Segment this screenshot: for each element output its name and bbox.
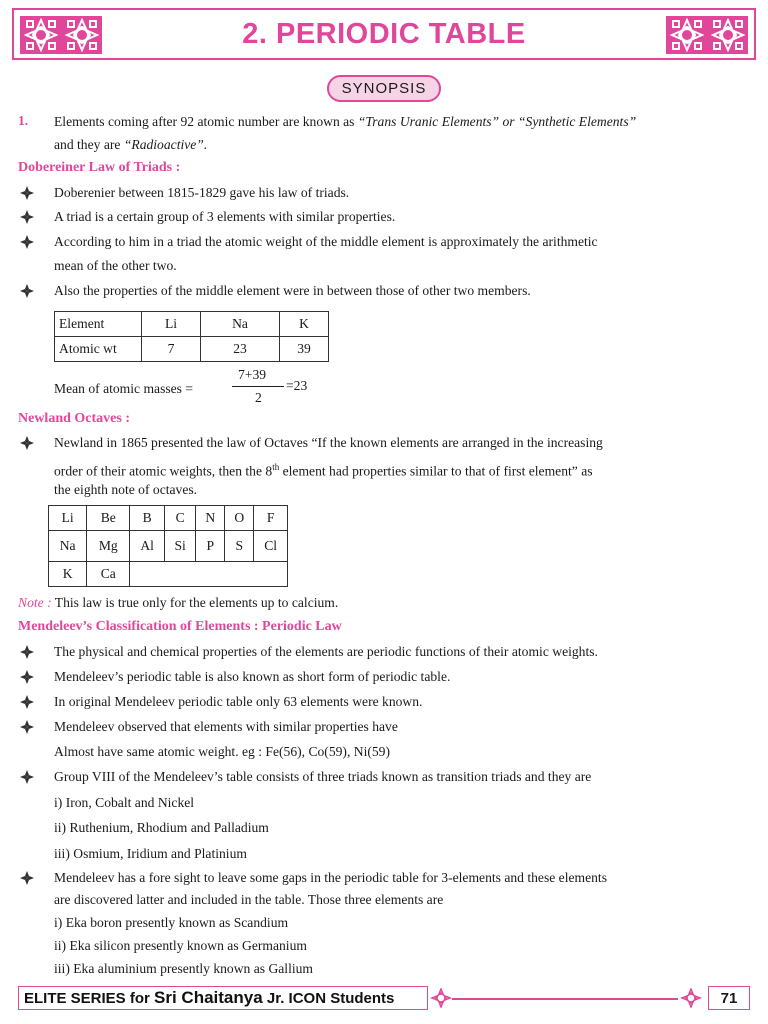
floral-ornament-icon: [680, 988, 702, 1008]
section-heading-mendeleev: Mendeleev’s Classification of Elements : Periodic Law: [18, 619, 342, 634]
bullet-icon: [20, 720, 34, 734]
bullet-icon: [20, 436, 34, 450]
footer-divider: [452, 998, 678, 1000]
header-ornament-right: [666, 16, 748, 54]
synopsis-badge: SYNOPSIS: [327, 75, 441, 102]
bullet-icon: [20, 871, 34, 885]
mendeleev-point: Mendeleev has a fore sight to leave some gaps in the periodic table for 3-elements and these elements: [54, 870, 607, 885]
mendeleev-point-cont: are discovered latter and included in the table. Those three elements are: [54, 892, 444, 907]
table-row: [49, 562, 288, 587]
sub-item: ii) Eka silicon presently known as Germanium: [54, 938, 307, 953]
mendeleev-point: The physical and chemical properties of the elements are periodic functions of their atomic weights.: [54, 644, 598, 659]
point-number: 1.: [18, 113, 29, 128]
bullet-icon: [20, 186, 34, 200]
table-cell: Element: [55, 312, 142, 337]
page-title: 2. PERIODIC TABLE: [242, 17, 526, 50]
footer-prefix: ELITE SERIES for: [24, 990, 155, 1007]
intro-text: and they are: [54, 137, 124, 152]
dobereiner-point: Also the properties of the middle element were in between those of other two members.: [54, 283, 531, 298]
table-cell: N: [196, 506, 225, 531]
table-cell: S: [225, 531, 254, 562]
sub-item: ii) Ruthenium, Rhodium and Palladium: [54, 820, 269, 835]
table-cell-empty: [130, 562, 288, 587]
floral-ornament-icon: [430, 988, 452, 1008]
newland-point-cont: the eighth note of octaves.: [54, 482, 198, 497]
sub-item: iii) Osmium, Iridium and Platinium: [54, 846, 247, 861]
table-row: [55, 337, 329, 362]
note-text: This law is true only for the elements up to calcium.: [51, 595, 339, 610]
mendeleev-point: Mendeleev observed that elements with similar properties have: [54, 719, 398, 734]
table-cell: Cl: [254, 531, 288, 562]
dobereiner-point-cont: mean of the other two.: [54, 258, 177, 273]
table-cell: F: [254, 506, 288, 531]
footer-suffix: Jr. ICON Students: [262, 990, 395, 1007]
triad-table: [54, 311, 329, 362]
mean-denominator: 2: [255, 390, 262, 405]
newland-point-cont: [54, 458, 593, 481]
bullet-icon: [20, 670, 34, 684]
table-cell: 23: [201, 337, 280, 362]
intro-text: Elements coming after 92 atomic number are known as: [54, 114, 358, 129]
mean-label: Mean of atomic masses =: [54, 381, 194, 396]
mean-numerator: 7+39: [238, 367, 267, 382]
intro-italic: “Radioactive”.: [123, 137, 208, 152]
footer-brand: Sri Chaitanya: [154, 988, 263, 1007]
table-cell: Atomic wt: [55, 337, 142, 362]
intro-line-1: [54, 113, 636, 131]
mean-result: =23: [286, 378, 308, 393]
mendeleev-point-cont: Almost have same atomic weight. eg : Fe(56), Co(59), Ni(59): [54, 744, 390, 759]
table-cell: C: [165, 506, 196, 531]
intro-line-2: [54, 136, 207, 154]
dobereiner-point: Doberenier between 1815-1829 gave his law of triads.: [54, 185, 350, 200]
table-cell: Li: [49, 506, 87, 531]
page-header: [12, 8, 756, 60]
superscript: th: [272, 462, 280, 472]
table-cell: Na: [201, 312, 280, 337]
sub-item: iii) Eka aluminium presently known as Gallium: [54, 961, 313, 976]
table-row: [55, 312, 329, 337]
table-cell: Ca: [87, 562, 130, 587]
note-label: Note :: [18, 595, 52, 610]
bullet-icon: [20, 235, 34, 249]
table-cell: K: [49, 562, 87, 587]
mendeleev-point: In original Mendeleev periodic table only 63 elements were known.: [54, 694, 423, 709]
newland-text: element had properties similar to that of first element” as: [279, 463, 593, 479]
fraction-bar: [232, 386, 284, 387]
table-cell: 7: [142, 337, 201, 362]
bullet-icon: [20, 284, 34, 298]
intro-italic: “Trans Uranic Elements” or “Synthetic Elements”: [357, 114, 637, 129]
table-cell: Li: [142, 312, 201, 337]
table-cell: P: [196, 531, 225, 562]
table-cell: Al: [130, 531, 165, 562]
table-cell: K: [280, 312, 329, 337]
bullet-icon: [20, 210, 34, 224]
floral-ornament-icon: [670, 18, 704, 52]
bullet-icon: [20, 695, 34, 709]
table-cell: Si: [165, 531, 196, 562]
section-heading-newland: Newland Octaves :: [18, 411, 130, 426]
table-cell: 39: [280, 337, 329, 362]
dobereiner-point: A triad is a certain group of 3 elements with similar properties.: [54, 209, 396, 224]
newland-text: order of their atomic weights, then the 8: [54, 463, 273, 479]
bullet-icon: [20, 645, 34, 659]
page-number: 71: [708, 986, 750, 1010]
section-heading-dobereiner: Dobereiner Law of Triads :: [18, 160, 181, 175]
floral-ornament-icon: [711, 18, 745, 52]
note-line: [18, 594, 338, 612]
table-cell: Be: [87, 506, 130, 531]
table-cell: B: [130, 506, 165, 531]
mendeleev-point: Mendeleev’s periodic table is also known as short form of periodic table.: [54, 669, 451, 684]
footer-series-text: [24, 988, 394, 1008]
table-cell: O: [225, 506, 254, 531]
dobereiner-point: According to him in a triad the atomic weight of the middle element is approximately the arithmetic: [54, 234, 598, 249]
bullet-icon: [20, 770, 34, 784]
table-row: [49, 506, 288, 531]
sub-item: i) Iron, Cobalt and Nickel: [54, 795, 195, 810]
sub-item: i) Eka boron presently known as Scandium: [54, 915, 289, 930]
mendeleev-point: Group VIII of the Mendeleev’s table consists of three triads known as transition triads and they are: [54, 769, 592, 784]
table-cell: Mg: [87, 531, 130, 562]
newland-point: Newland in 1865 presented the law of Octaves “If the known elements are arranged in the increasing: [54, 435, 603, 450]
octaves-table: [48, 505, 288, 587]
table-cell: Na: [49, 531, 87, 562]
table-row: [49, 531, 288, 562]
